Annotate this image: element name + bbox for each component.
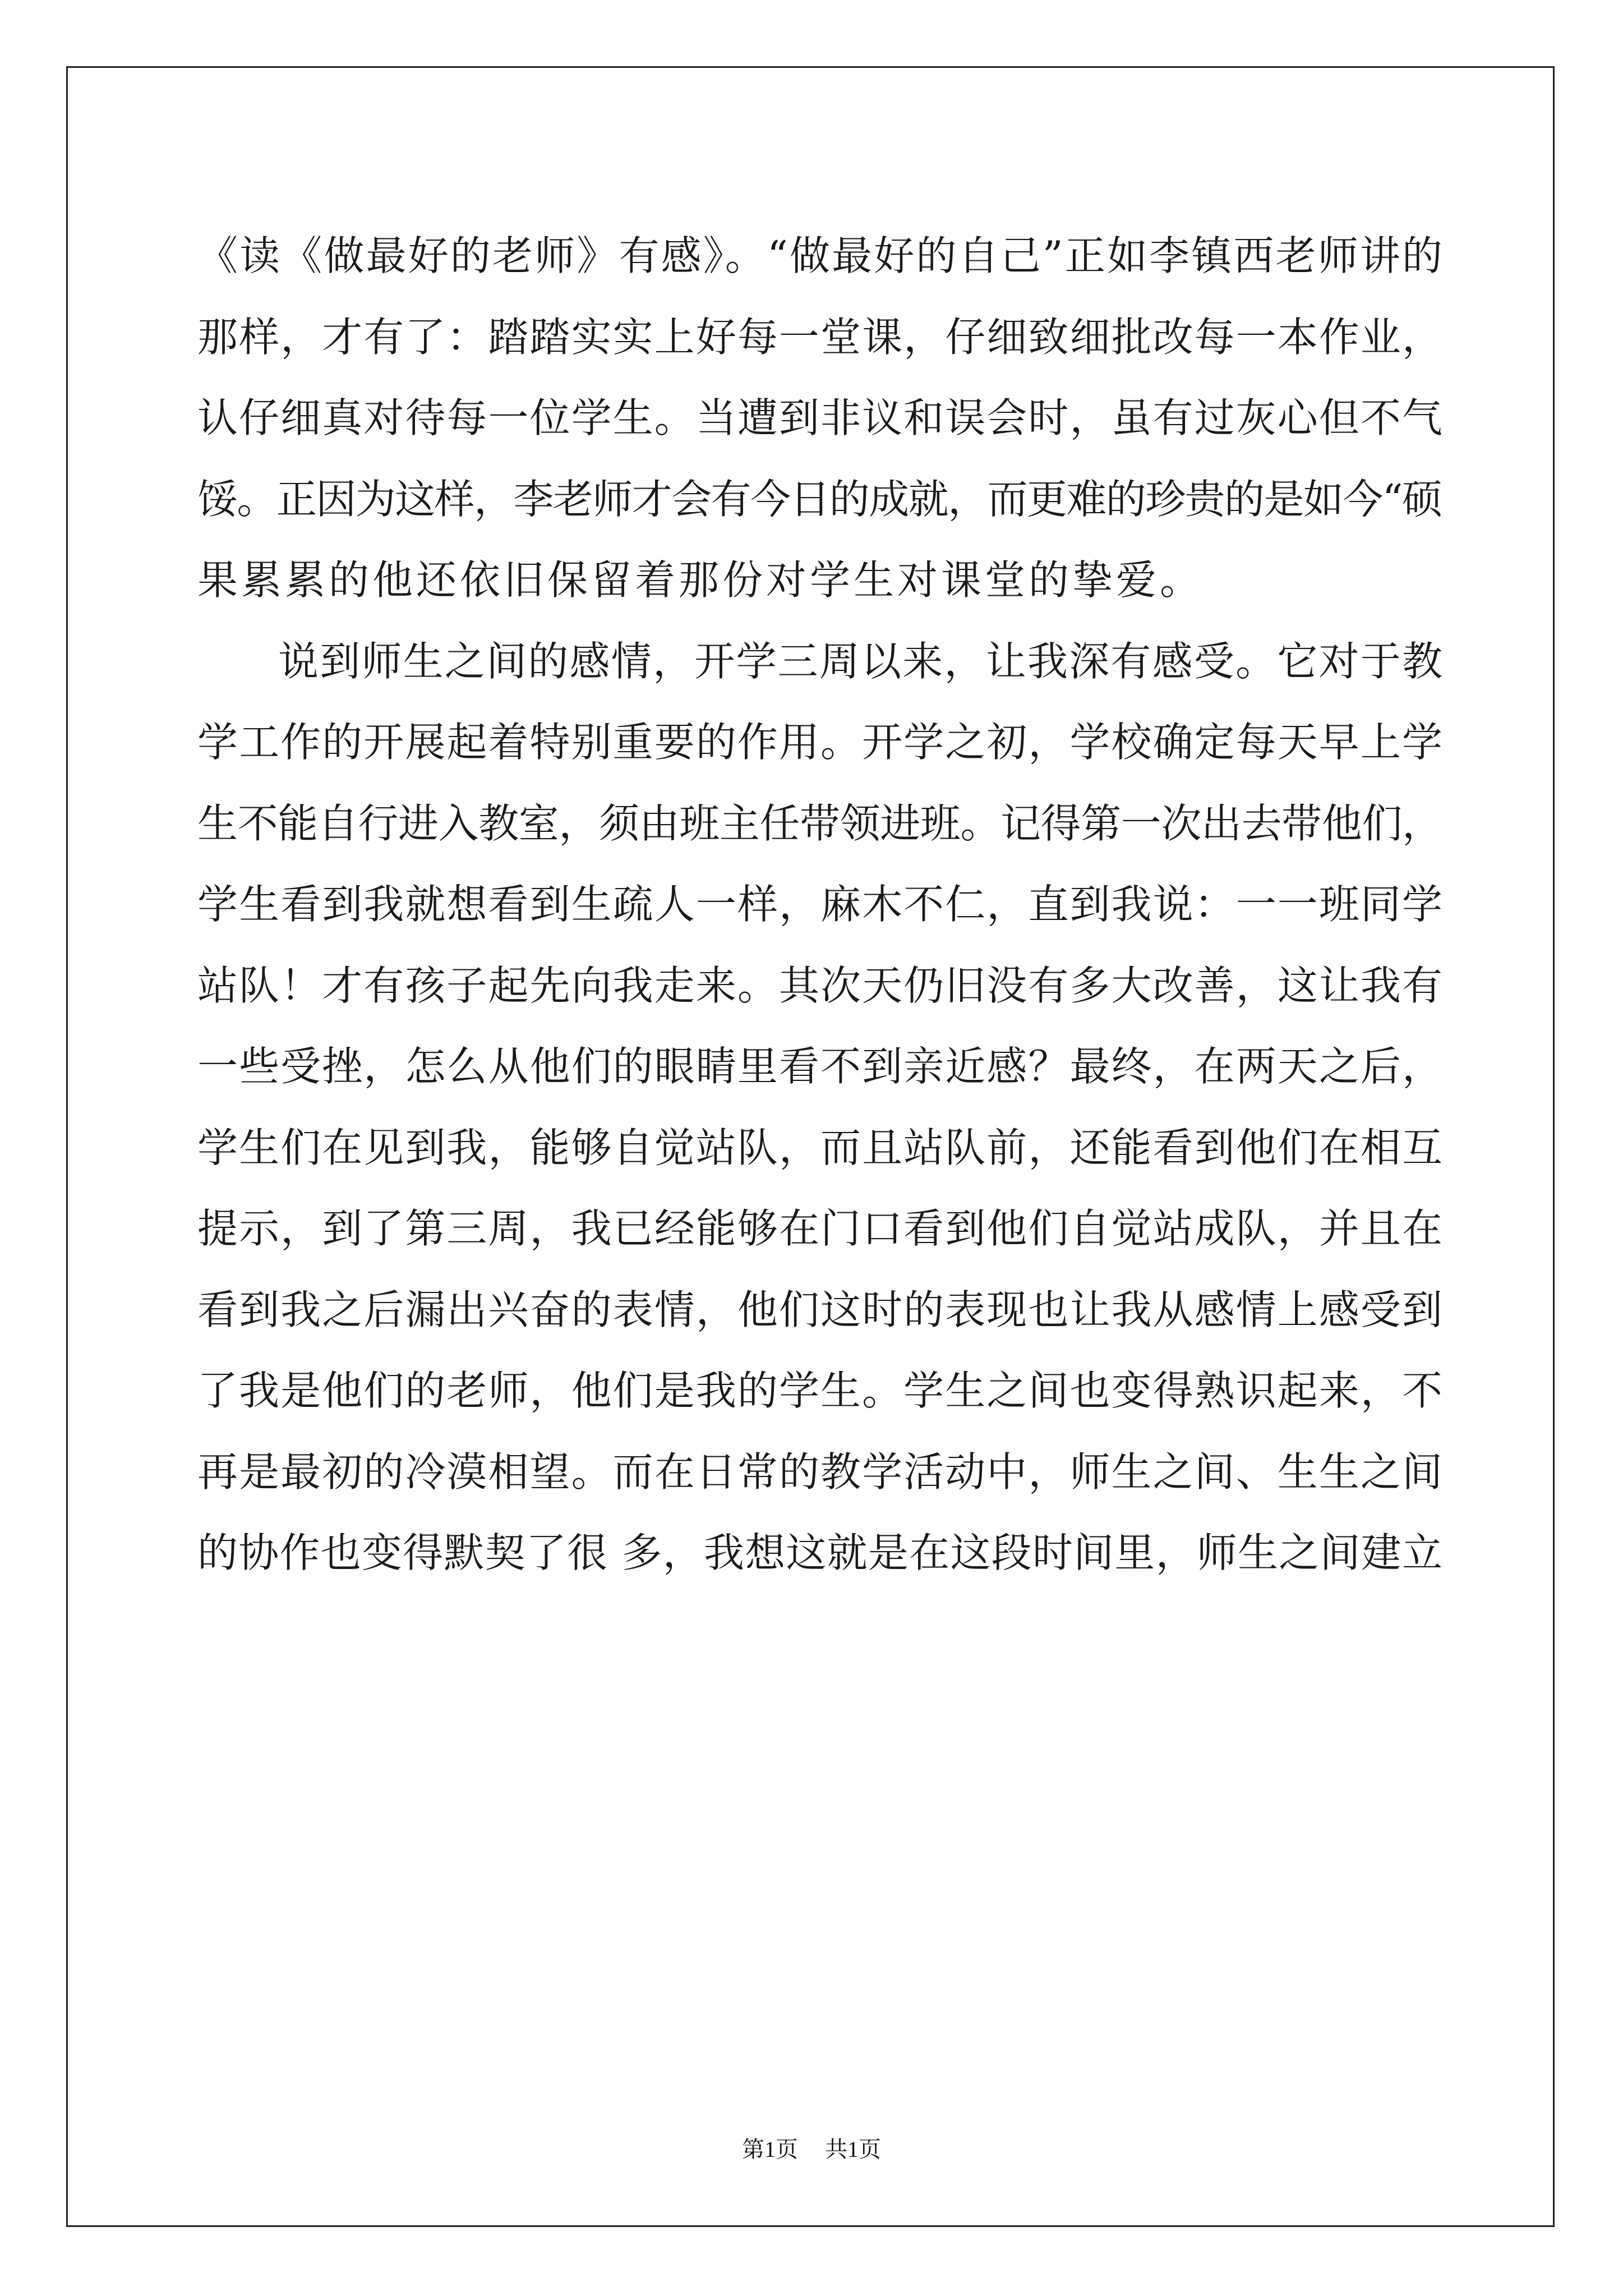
document-body	[197, 215, 1445, 1594]
text-line: 站队！才有孩子起先向我走来。其次天仍旧没有多大改善，这让我有	[197, 961, 1444, 1009]
text-line: 果累累的他还依旧保留着那份对学生对课堂的挚爱。	[197, 556, 1204, 604]
page-total: 共1页	[825, 2137, 881, 2162]
text-line: 学生看到我就想看到生疏人一样，麻木不仁，直到我说：一一班同学	[197, 881, 1444, 928]
text-line: 再是最初的冷漠相望。而在日常的教学活动中，师生之间、生生之间	[197, 1448, 1444, 1496]
text-line: 学生们在见到我，能够自觉站队，而且站队前，还能看到他们在相互	[197, 1124, 1444, 1171]
text-line: 那样，才有了：踏踏实实上好每一堂课，仔细致细批改每一本作业，	[197, 313, 1444, 361]
page-footer	[0, 2136, 1623, 2163]
text-line: 认仔细真对待每一位学生。当遭到非议和误会时，虽有过灰心但不气	[197, 394, 1444, 441]
text-line: 一些受挫，怎么从他们的眼睛里看不到亲近感？最终，在两天之后，	[197, 1043, 1444, 1090]
text-line: 学工作的开展起着特别重要的作用。开学之初，学校确定每天早上学	[197, 719, 1444, 766]
text-line: 馁。正因为这样，李老师才会有今日的成就，而更难的珍贵的是如今“硕	[197, 475, 1442, 523]
text-line: 提示，到了第三周，我已经能够在门口看到他们自觉站成队，并且在	[197, 1205, 1444, 1252]
text-line: 看到我之后漏出兴奋的表情，他们这时的表现也让我从感情上感受到	[197, 1286, 1444, 1333]
text-line: 《读《做最好的老师》有感》。“做最好的自己”正如李镇西老师讲的	[197, 232, 1445, 279]
page-number: 第1页	[742, 2137, 798, 2162]
text-line: 了我是他们的老师，他们是我的学生。学生之间也变得熟识起来，不	[197, 1367, 1444, 1414]
text-line: 的协作也变得默契了很 多，我想这就是在这段时间里，师生之间建立	[197, 1529, 1444, 1576]
paragraph-start-line: 说到师生之间的感情，开学三周以来，让我深有感受。它对于教	[278, 637, 1444, 685]
text-line: 生不能自行进入教室，须由班主任带领进班。记得第一次出去带他们，	[197, 799, 1442, 847]
